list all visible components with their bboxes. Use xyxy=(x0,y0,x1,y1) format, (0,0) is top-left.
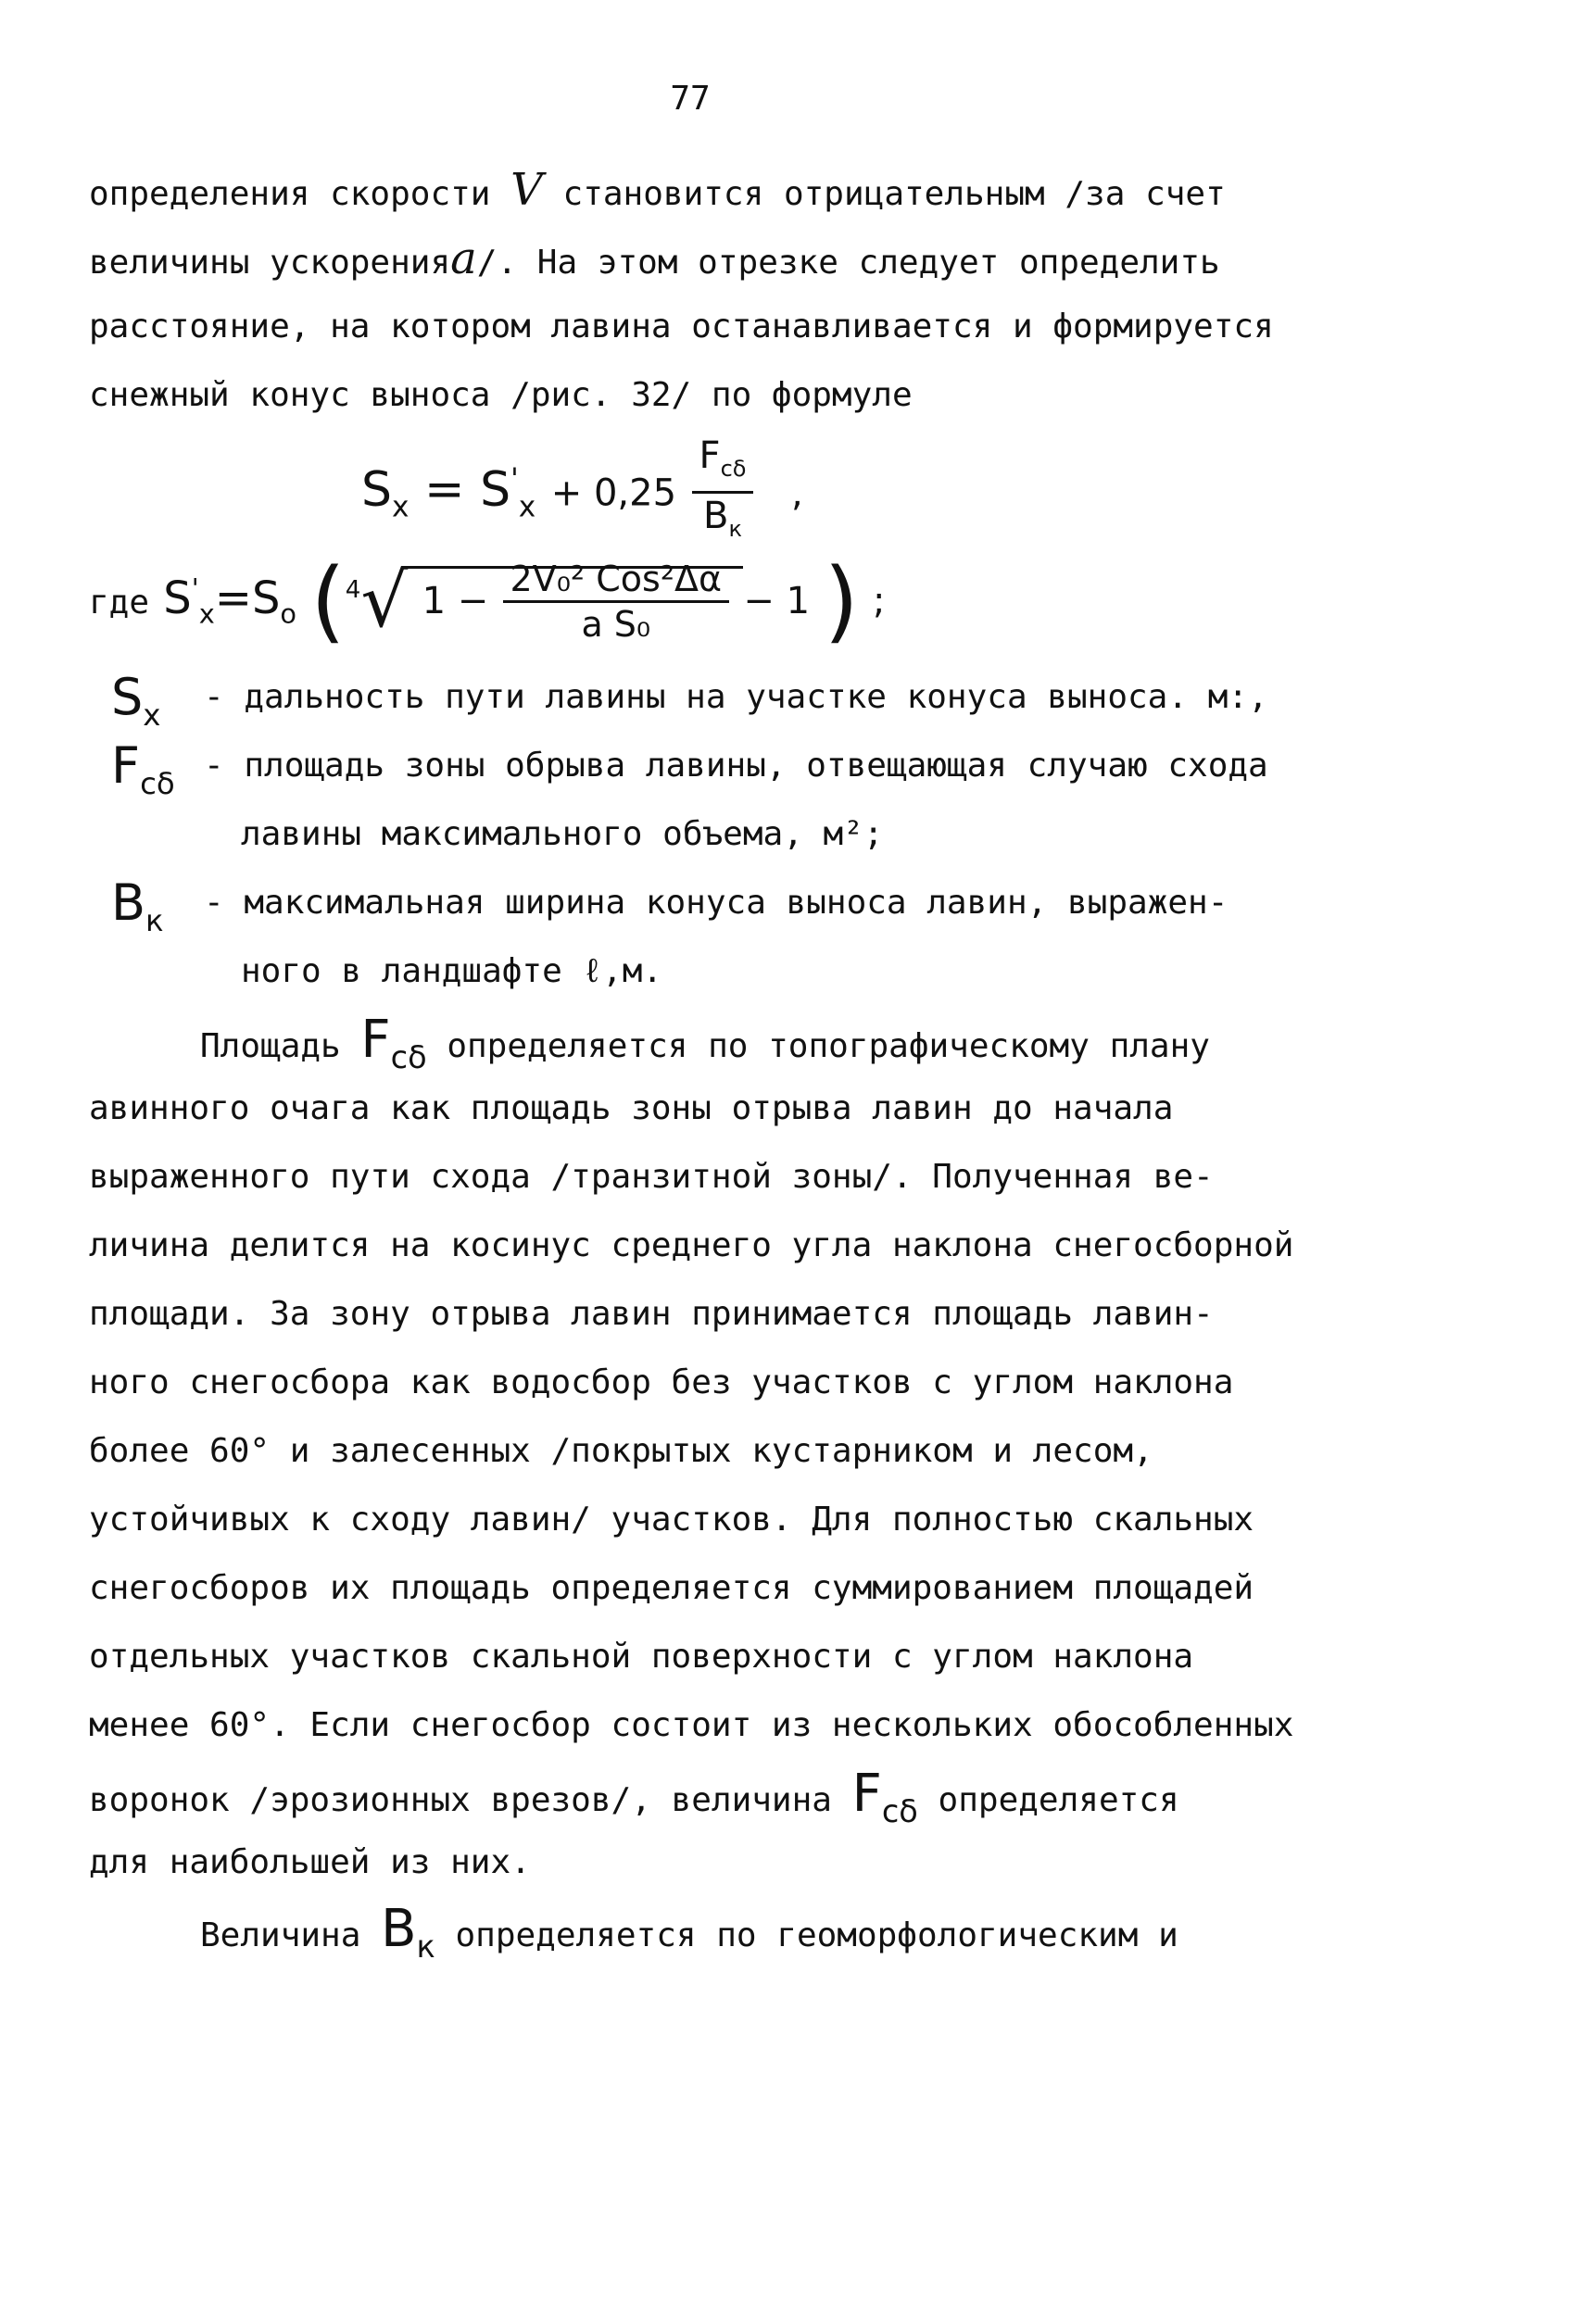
acceleration-symbol: a xyxy=(450,232,477,284)
formula-where xyxy=(89,546,886,656)
text-span: величины ускорения xyxy=(89,244,451,282)
radical-sign: √ xyxy=(360,558,409,644)
formula-eq: = xyxy=(424,461,465,518)
inner-denominator: a S₀ xyxy=(581,603,651,645)
inner-numerator: 2V₀² Cos²Δα xyxy=(503,558,730,603)
left-paren: ( xyxy=(310,549,346,653)
text-line: устойчивых к сходу лавин/ участков. Для полностью скальных xyxy=(89,1501,1254,1539)
text-line xyxy=(89,1895,1330,1964)
definition-symbol: $S_x$ xyxy=(111,668,161,733)
symbol-b: $B_к$ xyxy=(381,1899,435,1966)
text-line: площади. За зону отрыва лавин принимается площадь лавин- xyxy=(89,1295,1214,1333)
text-line: расстояние, на котором лавина останавливается и формируется xyxy=(89,308,1274,345)
right-paren: ) xyxy=(824,549,859,653)
text-line: снежный конус выноса /рис. 32/ по формуле xyxy=(89,376,913,414)
text-line: снегосборов их площадь определяется суммированием площадей xyxy=(89,1569,1254,1607)
definition-symbol: $F_{c\delta}$ xyxy=(111,736,175,801)
text-span: определяется xyxy=(938,1781,1179,1819)
inner-fraction xyxy=(503,558,730,646)
definition-row xyxy=(111,732,1334,800)
radicand xyxy=(408,558,743,645)
formula-semicolon: ; xyxy=(873,580,886,622)
where-label: где xyxy=(89,584,150,622)
text-span: определения скорости xyxy=(89,175,491,213)
formula-coefficient: + 0,25 xyxy=(550,471,677,515)
text-line: личина делится на косинус среднего угла наклона снегосборной xyxy=(89,1226,1294,1264)
text-line: авинного очага как площадь зоны отрыва лавин до начала xyxy=(89,1089,1174,1127)
root-index: 4 xyxy=(345,576,361,604)
text-line: менее 60°. Если снегосбор состоит из нескольких обособленных xyxy=(89,1706,1294,1744)
minus-one: − 1 xyxy=(743,580,811,622)
paragraph-2 xyxy=(89,1895,1330,1964)
text-line: отдельных участков скальной поверхности с углом наклона xyxy=(89,1638,1194,1676)
text-span: становится отрицательным /за счет xyxy=(562,175,1226,213)
text-line xyxy=(89,1006,1330,1074)
velocity-symbol: V xyxy=(510,164,543,216)
formula-main xyxy=(361,433,803,551)
fraction-denominator: $B_к$ xyxy=(703,495,742,542)
definitions-list xyxy=(111,663,1334,1006)
text-span: воронок /эрозионных врезов/, величина xyxy=(89,1781,832,1819)
definition-text: - максимальная ширина конуса выноса лавин, выражен- xyxy=(204,884,1228,922)
definition-continuation: ного в ландшафте ℓ,м. xyxy=(241,952,663,990)
text-line: для наибольшей из них. xyxy=(89,1843,531,1881)
definition-row xyxy=(111,663,1334,732)
text-span: Величина xyxy=(200,1916,361,1954)
text-line xyxy=(89,1760,1330,1828)
formula-s-prime: $S'_x$ xyxy=(163,572,215,630)
definition-text: - площадь зоны обрыва лавины, отвещающая случаю схода xyxy=(204,747,1268,785)
definition-text: - дальность пути лавины на участке конуса выноса. м:, xyxy=(204,678,1268,716)
text-line: более 60° и залесенных /покрытых кустарником и лесом, xyxy=(89,1432,1153,1470)
radicand-one: 1 − xyxy=(422,580,489,622)
text-span: определяется по геоморфологическим и xyxy=(455,1916,1178,1954)
formula-fraction xyxy=(692,433,754,551)
fraction-numerator: $F_{c\delta}$ xyxy=(692,433,754,494)
text-line xyxy=(89,156,1330,224)
formula-lhs: $S_x$ xyxy=(361,461,410,523)
text-line: выраженного пути схода /транзитной зоны/. Полученная ве- xyxy=(89,1158,1214,1196)
paragraph-1 xyxy=(89,1006,1330,1897)
intro-text xyxy=(89,156,1330,430)
definition-symbol: $B_к$ xyxy=(111,873,164,938)
formula-s-prime: $S'_x$ xyxy=(480,461,536,523)
formula-s0: $S_o$ xyxy=(251,572,297,630)
page-number: 77 xyxy=(670,80,711,118)
definition-row xyxy=(111,869,1334,937)
formula-eq: = xyxy=(214,572,252,624)
text-line: ного снегосбора как водосбор без участков с углом наклона xyxy=(89,1363,1234,1401)
formula-comma: , xyxy=(790,471,803,515)
text-span: /. На этом отрезке следует определить xyxy=(476,244,1220,282)
text-span: Площадь xyxy=(200,1027,341,1065)
symbol-f: $F_{c\delta}$ xyxy=(360,1010,427,1076)
text-line xyxy=(89,224,1330,293)
symbol-f: $F_{c\delta}$ xyxy=(851,1764,918,1830)
text-span: определяется по топографическому плану xyxy=(447,1027,1210,1065)
definition-continuation: лавины максимального объема, м²; xyxy=(241,815,884,853)
